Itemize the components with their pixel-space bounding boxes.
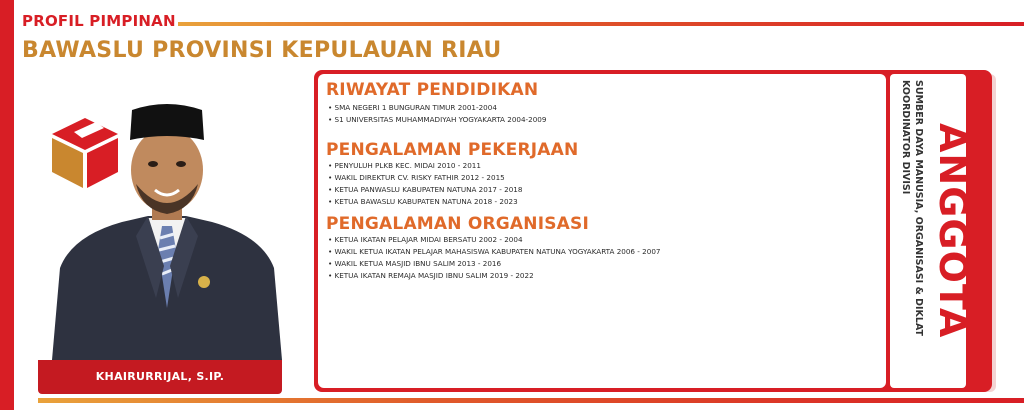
position-title (894, 80, 930, 380)
list-item: • KETUA PANWASLU KABUPATEN NATUNA 2017 - 2018 (328, 184, 522, 196)
list-item: • WAKIL KETUA IKATAN PELAJAR MAHASISWA KABUPATEN NATUNA YOGYAKARTA 2006 - 2007 (328, 246, 660, 258)
section-title-work: PENGALAMAN PEKERJAAN (326, 140, 579, 160)
list-item: • KETUA IKATAN REMAJA MASJID IBNU SALIM 2019 - 2022 (328, 270, 660, 282)
role-label (932, 74, 974, 388)
list-item: • SMA NEGERI 1 BUNGURAN TIMUR 2001-2004 (328, 102, 546, 114)
list-item: • KETUA BAWASLU KABUPATEN NATUNA 2018 - 2023 (328, 196, 522, 208)
organization-list (328, 234, 660, 282)
list-item: • PENYULUH PLKB KEC. MIDAI 2010 - 2011 (328, 160, 522, 172)
left-accent-bar (0, 0, 14, 410)
work-list (328, 160, 522, 208)
list-item: • WAKIL DIREKTUR CV. RISKY FATHIR 2012 - 2015 (328, 172, 522, 184)
list-item: • S1 UNIVERSITAS MUHAMMADIYAH YOGYAKARTA 2004-2009 (328, 114, 546, 126)
person-photo (52, 98, 282, 360)
section-title-organization: PENGALAMAN ORGANISASI (326, 214, 589, 234)
position-line-2: SUMBER DAYA MANUSIA, ORGANISASI & DIKLAT (913, 80, 924, 337)
list-item: • KETUA IKATAN PELAJAR MIDAI BERSATU 2002 - 2004 (328, 234, 660, 246)
footer-divider-line (38, 398, 1024, 403)
section-title-education: RIWAYAT PENDIDIKAN (326, 80, 539, 100)
position-line-1: KOORDINATOR DIVISI (900, 80, 911, 195)
header-label: PROFIL PIMPINAN (22, 12, 176, 30)
education-list (328, 102, 546, 126)
header-title: BAWASLU PROVINSI KEPULAUAN RIAU (22, 38, 502, 63)
role-text: ANGGOTA (931, 123, 975, 339)
header-divider-line (178, 22, 1024, 26)
person-name: KHAIRURRIJAL, S.IP. (95, 370, 225, 383)
list-item: • WAKIL KETUA MASJID IBNU SALIM 2013 - 2016 (328, 258, 660, 270)
